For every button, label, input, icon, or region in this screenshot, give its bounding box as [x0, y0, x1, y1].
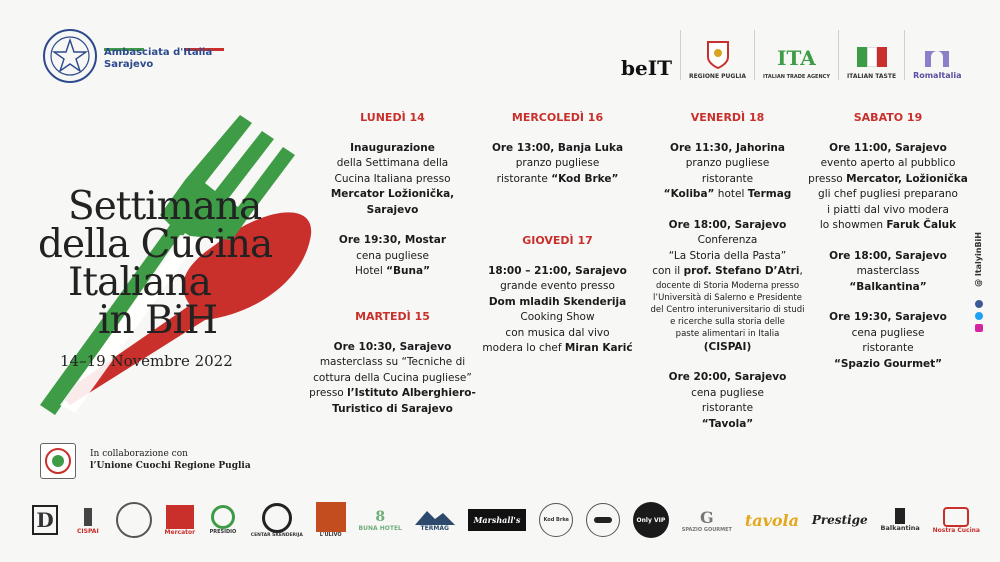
nostra-cucina-icon: [943, 507, 969, 527]
sponsor-nostra-cucina-logo: Nostra Cucina: [933, 507, 980, 534]
italian-flag-line: [104, 36, 226, 39]
partner-ita-logo: ITA ITALIAN TRADE AGENCY: [755, 30, 839, 80]
day-heading: MARTEDÌ 15: [355, 310, 430, 323]
sponsor-only-vip-logo: Only VIP: [633, 502, 669, 538]
balkantina-mark-icon: [895, 508, 905, 524]
sponsor-mustache-logo: [586, 503, 620, 537]
seal-icon: [116, 502, 152, 538]
day-heading: MERCOLEDÌ 16: [511, 111, 604, 124]
sponsor-seal-logo: [116, 502, 152, 538]
presidio-icon: [211, 505, 235, 529]
mountain-icon: [415, 509, 455, 525]
day-column-martedi: MARTEDÌ 15 Ore 10:30, Sarajevo masterclass su “Tecniche di cottura della Cucina pugliese” presso l’Istituto Alberghiero- Turistico di Sarajevo: [300, 309, 485, 417]
sponsor-marshalls-logo: Marshall's: [468, 509, 527, 531]
partner-logos: [613, 28, 970, 80]
sponsor-termag-logo: TERMAG: [415, 509, 455, 532]
sponsor-buna-logo: 8 BUNA HOTEL: [358, 508, 402, 532]
puglia-shield-icon: [707, 41, 729, 69]
social-handle: @ ItalyinBiH: [974, 232, 983, 287]
social-sidebar: [966, 232, 996, 332]
day-column-mercoledi: MERCOLEDÌ 16 Ore 13:00, Banja Luka pranzo pugliese ristorante “Kod Brke”: [475, 110, 640, 187]
day-heading: GIOVEDÌ 17: [522, 234, 593, 247]
day-column-lunedi: LUNEDÌ 14 Inaugurazione della Settimana della Cucina Italiana presso Mercator Ložionička, Sarajevo Ore 19:30, Mostar cena pugliese Hotel “Buna”: [310, 110, 475, 280]
facebook-icon[interactable]: [975, 300, 983, 308]
sponsor-mercator-logo: Mercator: [165, 505, 196, 536]
mercator-mark-icon: [166, 505, 194, 529]
partner-regione-puglia-logo: REGIONE PUGLIA: [681, 30, 755, 80]
ulivo-tree-icon: [316, 502, 346, 532]
title-line: Settimana: [68, 184, 262, 229]
event-title: [30, 184, 300, 343]
title-line: Italiana: [68, 260, 211, 305]
tower-icon: [80, 506, 96, 528]
arch-icon: [923, 45, 951, 67]
sponsor-tavola-logo: tavola: [744, 510, 799, 530]
sponsor-spazio-gourmet-logo: G SPAZIO GOURMET: [681, 507, 732, 533]
sponsor-logos: [30, 495, 980, 545]
partner-italian-taste-logo: ITALIAN TASTE: [839, 30, 905, 80]
sponsor-kod-brke-logo: Kod Brke: [539, 503, 573, 537]
chef-union-emblem-icon: [41, 444, 75, 478]
collaboration-note: In collaborazione con l’Unione Cuochi Regione Puglia: [90, 449, 251, 471]
sponsor-presidio-logo: PRESIDIO: [208, 505, 238, 535]
sponsor-cispai-logo: CISPAI: [73, 506, 103, 535]
partner-romaitalia-logo: RomaItalia: [905, 30, 969, 80]
sponsor-ulivo-logo: L'ULIVO: [316, 502, 346, 538]
twitter-icon[interactable]: [975, 312, 983, 320]
italian-emblem-icon: [42, 28, 98, 84]
sponsor-prestige-logo: Prestige: [811, 513, 868, 527]
partner-beit-logo: beIT: [613, 30, 681, 80]
day-heading: LUNEDÌ 14: [360, 111, 425, 124]
day-column-venerdi: VENERDÌ 18 Ore 11:30, Jahorina pranzo pugliese ristorante “Koliba” hotel Termag Ore 18:00, Sarajevo Conferenza “La Storia della Pasta” con il prof. Stefano D’Atri, docente di Storia Moderna presso l’Università di Salerno e Presidente del Centro interuniversitario di studi e ricerche sulla storia delle paste alimentari in Italia (CISPAI) Ore 20:00, Sarajevo cena pugliese ristorante “Tavola”: [640, 110, 815, 432]
day-column-giovedi: GIOVEDÌ 17 18:00 – 21:00, Sarajevo grande evento presso Dom mladih Skenderija Cooking Show con musica dal vivo modera lo chef Miran Karić: [470, 233, 645, 357]
day-heading: SABATO 19: [853, 111, 923, 124]
day-column-sabato: SABATO 19 Ore 11:00, Sarajevo evento aperto al pubblico presso Mercator, Ložionička gli chef pugliesi preparano i piatti dal vivo modera lo showmen Faruk Čaluk Ore 18:00, Sarajevo masterclass “Balkantina” Ore 19:30, Sarajevo cena pugliese ristorante “Spazio Gourmet”: [808, 111, 968, 370]
title-line: della Cucina: [38, 222, 273, 267]
embassy-name: Ambasciata d'Italia Sarajevo: [104, 47, 213, 70]
event-dates: 14–19 Novembre 2022: [60, 352, 233, 370]
sponsor-balkantina-logo: Balkantina: [881, 508, 920, 532]
instagram-icon[interactable]: [975, 324, 983, 332]
sponsor-d-logo: D: [30, 505, 60, 535]
day-heading: VENERDÌ 18: [690, 111, 765, 124]
mustache-icon: [594, 517, 612, 523]
title-line: in BiH: [98, 298, 218, 343]
skenderija-icon: [262, 503, 292, 533]
sponsor-skenderija-logo: CENTAR SKENDERIJA: [251, 503, 303, 538]
unione-cuochi-logo: [40, 443, 76, 479]
